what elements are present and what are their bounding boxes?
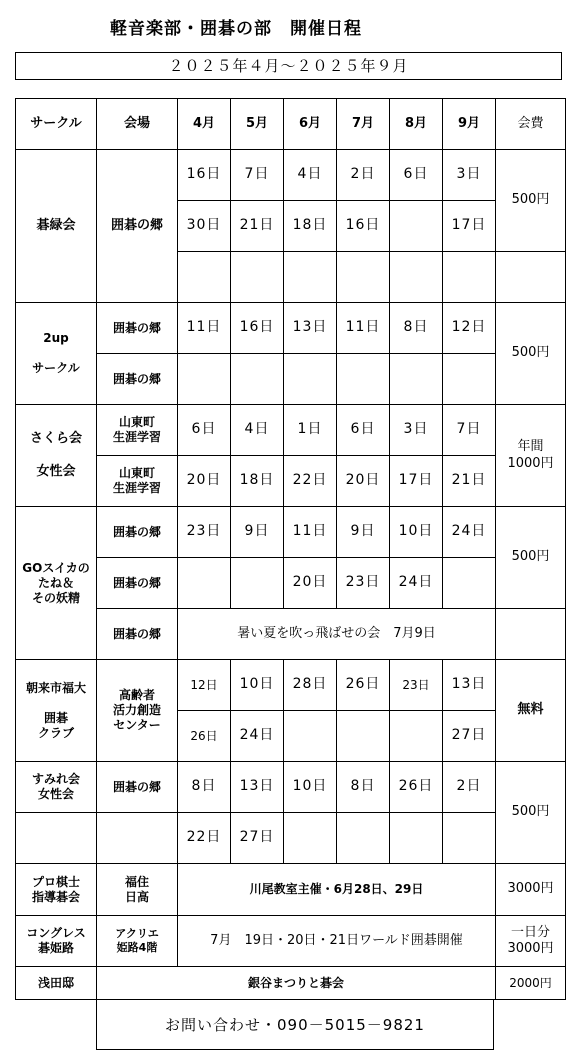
date-cell: 8日 bbox=[337, 762, 390, 813]
circle-name-line: 女性会 bbox=[36, 463, 76, 479]
date-cell: 3日 bbox=[390, 405, 443, 456]
date-cell: 22日 bbox=[178, 813, 231, 864]
date-cell: 9日 bbox=[231, 507, 284, 558]
date-cell bbox=[390, 711, 443, 762]
date-cell: 11日 bbox=[284, 507, 337, 558]
date-cell bbox=[231, 558, 284, 609]
date-cell: 26日 bbox=[178, 711, 231, 762]
circle-name: 浅田邸 bbox=[16, 967, 97, 1000]
venue-name: 囲碁の郷 bbox=[97, 507, 178, 558]
table-row bbox=[16, 456, 566, 507]
date-cell bbox=[178, 252, 231, 303]
fee-cell: 2000円 bbox=[496, 967, 566, 1000]
event-cell: 川尾教室主催・6月28日、29日 bbox=[178, 864, 496, 916]
date-cell: 16日 bbox=[178, 150, 231, 201]
fee-cell: 500円 bbox=[496, 507, 566, 609]
fee-line: 一日分 bbox=[510, 924, 550, 940]
date-cell: 20日 bbox=[178, 456, 231, 507]
fee-cell: 無料 bbox=[496, 660, 566, 762]
circle-name bbox=[16, 916, 97, 967]
circle-name-line: GOスイカの bbox=[22, 560, 90, 575]
venue-name-line: 日高 bbox=[124, 889, 149, 904]
circle-name bbox=[16, 303, 97, 405]
date-cell bbox=[284, 813, 337, 864]
circle-name-line: 碁姫路 bbox=[37, 941, 74, 955]
circle-name-line: すみれ会 bbox=[31, 772, 80, 786]
fee-cell: 3000円 bbox=[496, 864, 566, 916]
circle-name bbox=[16, 660, 97, 762]
date-cell: 13日 bbox=[231, 762, 284, 813]
header-april: 4月 bbox=[178, 99, 231, 150]
date-cell: 26日 bbox=[337, 660, 390, 711]
date-cell bbox=[443, 558, 496, 609]
table-row bbox=[16, 609, 566, 660]
fee-cell: 500円 bbox=[496, 303, 566, 405]
date-cell bbox=[337, 813, 390, 864]
table-row bbox=[16, 150, 566, 201]
date-cell bbox=[390, 252, 443, 303]
date-cell: 2日 bbox=[443, 762, 496, 813]
date-cell: 10日 bbox=[390, 507, 443, 558]
header-fee: 会費 bbox=[496, 99, 566, 150]
circle-name-line: 2up bbox=[43, 331, 69, 345]
table-row bbox=[16, 660, 566, 711]
date-cell: 6日 bbox=[178, 405, 231, 456]
date-cell: 12日 bbox=[178, 660, 231, 711]
circle-name-line: プロ棋士 bbox=[31, 874, 80, 889]
date-cell: 18日 bbox=[284, 201, 337, 252]
header-circle: サークル bbox=[16, 99, 97, 150]
circle-name-line: 囲碁 bbox=[43, 710, 68, 725]
date-cell: 3日 bbox=[443, 150, 496, 201]
circle-name bbox=[16, 507, 97, 660]
fee-cell bbox=[496, 252, 566, 303]
circle-name-line: コングレス bbox=[26, 926, 86, 940]
venue-name: 囲碁の郷 bbox=[97, 609, 178, 660]
fee-cell: 500円 bbox=[496, 762, 566, 864]
date-cell: 12日 bbox=[443, 303, 496, 354]
date-cell bbox=[231, 354, 284, 405]
venue-name-line: 生涯学習 bbox=[112, 430, 161, 444]
date-cell bbox=[390, 813, 443, 864]
date-cell: 21日 bbox=[231, 201, 284, 252]
fee-cell: 500円 bbox=[496, 150, 566, 252]
venue-name bbox=[97, 916, 178, 967]
date-cell: 21日 bbox=[443, 456, 496, 507]
fee-cell bbox=[496, 609, 566, 660]
table-row bbox=[16, 405, 566, 456]
table-row bbox=[16, 864, 566, 916]
date-cell: 4日 bbox=[231, 405, 284, 456]
date-cell: 24日 bbox=[443, 507, 496, 558]
date-cell: 23日 bbox=[178, 507, 231, 558]
date-cell: 7日 bbox=[231, 150, 284, 201]
date-cell bbox=[337, 252, 390, 303]
venue-name: 囲碁の郷 bbox=[97, 303, 178, 354]
date-cell bbox=[443, 252, 496, 303]
fee-line: 3000円 bbox=[507, 941, 554, 956]
date-cell: 18日 bbox=[231, 456, 284, 507]
date-cell bbox=[390, 354, 443, 405]
header-august: 8月 bbox=[390, 99, 443, 150]
circle-name-line: 朝来市福大 bbox=[25, 680, 86, 695]
table-row bbox=[16, 354, 566, 405]
date-cell bbox=[178, 354, 231, 405]
venue-name-line: センター bbox=[113, 718, 161, 732]
circle-name-line: その妖精 bbox=[31, 590, 80, 605]
date-cell bbox=[337, 711, 390, 762]
table-row bbox=[16, 303, 566, 354]
venue-name: 囲碁の郷 bbox=[97, 150, 178, 303]
date-cell: 2日 bbox=[337, 150, 390, 201]
date-cell: 16日 bbox=[337, 201, 390, 252]
table-row bbox=[16, 916, 566, 967]
date-cell: 27日 bbox=[231, 813, 284, 864]
table-row bbox=[16, 507, 566, 558]
date-cell: 24日 bbox=[231, 711, 284, 762]
date-cell: 16日 bbox=[231, 303, 284, 354]
header-september: 9月 bbox=[443, 99, 496, 150]
date-cell: 11日 bbox=[178, 303, 231, 354]
date-cell bbox=[443, 813, 496, 864]
header-venue: 会場 bbox=[97, 99, 178, 150]
circle-name bbox=[16, 813, 97, 864]
circle-name-line: さくら会 bbox=[29, 431, 82, 447]
venue-name bbox=[97, 456, 178, 507]
table-row bbox=[16, 762, 566, 813]
venue-name-line: 山東町 bbox=[118, 415, 155, 429]
date-cell: 10日 bbox=[231, 660, 284, 711]
date-cell: 9日 bbox=[337, 507, 390, 558]
header-june: 6月 bbox=[284, 99, 337, 150]
table-row bbox=[16, 967, 566, 1000]
date-cell: 17日 bbox=[390, 456, 443, 507]
table-row bbox=[16, 813, 566, 864]
circle-name bbox=[16, 762, 97, 813]
date-cell: 4日 bbox=[284, 150, 337, 201]
venue-name-line: 生涯学習 bbox=[112, 481, 161, 495]
circle-name bbox=[16, 864, 97, 916]
header-row bbox=[16, 99, 566, 150]
venue-name: 囲碁の郷 bbox=[97, 558, 178, 609]
date-cell bbox=[178, 558, 231, 609]
header-july: 7月 bbox=[337, 99, 390, 150]
event-cell: 暑い夏を吹っ飛ばせの会 7月9日 bbox=[178, 609, 496, 660]
date-cell bbox=[284, 711, 337, 762]
fee-cell bbox=[496, 916, 566, 967]
venue-name-line: 山東町 bbox=[118, 466, 155, 480]
date-cell: 6日 bbox=[337, 405, 390, 456]
date-cell: 7日 bbox=[443, 405, 496, 456]
date-cell: 30日 bbox=[178, 201, 231, 252]
date-cell: 11日 bbox=[337, 303, 390, 354]
circle-name-line: サークル bbox=[32, 361, 80, 375]
date-cell: 13日 bbox=[284, 303, 337, 354]
date-cell: 22日 bbox=[284, 456, 337, 507]
date-cell bbox=[337, 354, 390, 405]
date-cell bbox=[390, 201, 443, 252]
date-cell: 23日 bbox=[337, 558, 390, 609]
schedule-period: ２０２５年４月～２０２５年９月 bbox=[15, 52, 562, 80]
date-cell: 28日 bbox=[284, 660, 337, 711]
date-cell bbox=[443, 354, 496, 405]
date-cell: 23日 bbox=[390, 660, 443, 711]
date-cell: 8日 bbox=[390, 303, 443, 354]
date-cell: 17日 bbox=[443, 201, 496, 252]
venue-name-line: 活力創造 bbox=[112, 703, 161, 717]
event-cell: 銀谷まつりと碁会 bbox=[97, 967, 496, 1000]
venue-name: 囲碁の郷 bbox=[97, 762, 178, 813]
date-cell: 26日 bbox=[390, 762, 443, 813]
venue-name bbox=[97, 660, 178, 762]
venue-name bbox=[97, 405, 178, 456]
date-cell: 27日 bbox=[443, 711, 496, 762]
date-cell: 6日 bbox=[390, 150, 443, 201]
date-cell: 24日 bbox=[390, 558, 443, 609]
venue-name bbox=[97, 813, 178, 864]
date-cell: 20日 bbox=[337, 456, 390, 507]
venue-name: 囲碁の郷 bbox=[97, 354, 178, 405]
venue-name-line: 福住 bbox=[124, 874, 149, 889]
date-cell bbox=[284, 252, 337, 303]
date-cell: 8日 bbox=[178, 762, 231, 813]
venue-name bbox=[97, 864, 178, 916]
header-may: 5月 bbox=[231, 99, 284, 150]
fee-line: 1000円 bbox=[507, 455, 554, 471]
date-cell: 20日 bbox=[284, 558, 337, 609]
circle-name bbox=[16, 405, 97, 507]
contact-info: お問い合わせ・090－5015－9821 bbox=[96, 1000, 494, 1050]
venue-name-line: 高齢者 bbox=[118, 688, 155, 702]
date-cell bbox=[231, 252, 284, 303]
table-row bbox=[16, 558, 566, 609]
date-cell bbox=[284, 354, 337, 405]
venue-name-line: 姫路4階 bbox=[116, 941, 158, 954]
date-cell: 10日 bbox=[284, 762, 337, 813]
date-cell: 13日 bbox=[443, 660, 496, 711]
venue-name-line: アクリエ bbox=[115, 927, 159, 941]
page-title: 軽音楽部・囲碁の部 開催日程 bbox=[110, 19, 362, 39]
event-cell: 7月 19日・20日・21日ワールド囲碁開催 bbox=[178, 916, 496, 967]
circle-name-line: 女性会 bbox=[37, 787, 74, 801]
circle-name-line: 指導碁会 bbox=[31, 889, 80, 904]
date-cell: 1日 bbox=[284, 405, 337, 456]
schedule-table bbox=[15, 98, 566, 1000]
fee-line: 年間 bbox=[517, 439, 544, 455]
circle-name: 碁緑会 bbox=[16, 150, 97, 303]
fee-cell bbox=[496, 405, 566, 507]
circle-name-line: クラブ bbox=[37, 725, 74, 740]
circle-name-line: たね＆ bbox=[37, 575, 74, 590]
